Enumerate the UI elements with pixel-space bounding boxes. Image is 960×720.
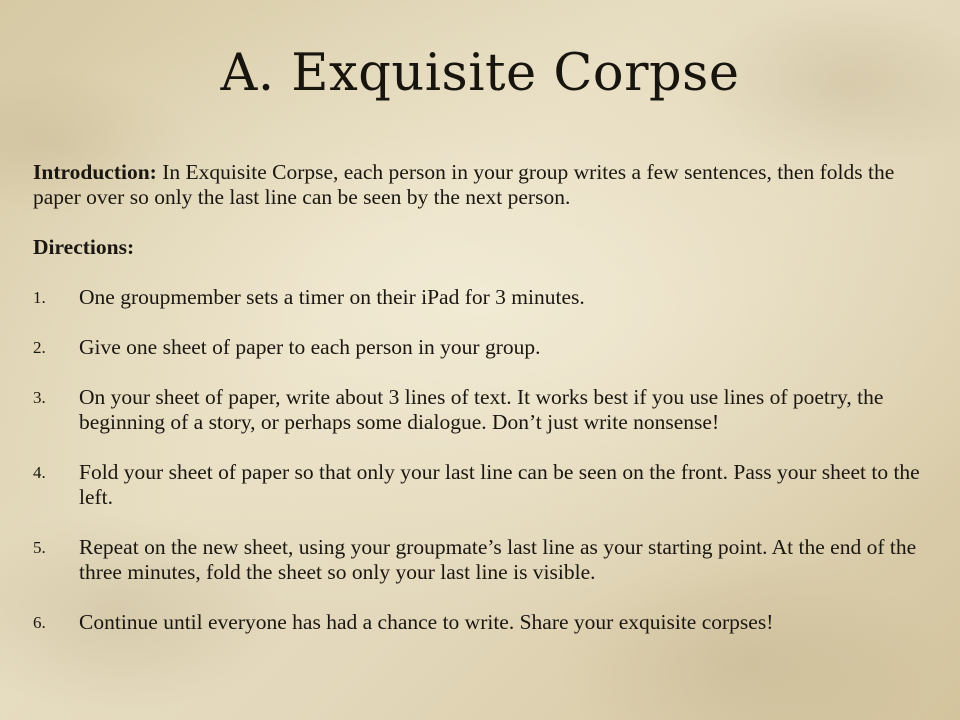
step-text: Give one sheet of paper to each person in your group.	[79, 335, 541, 359]
step-number: 1.	[33, 288, 46, 307]
direction-step-5	[33, 535, 933, 585]
introduction-text: In Exquisite Corpse, each person in your group writes a few sentences, then folds the paper over so only the last line can be seen by the next person.	[33, 160, 895, 209]
direction-step-6	[33, 610, 933, 635]
introduction-paragraph	[33, 160, 933, 210]
slide-title: A. Exquisite Corpse	[220, 44, 740, 103]
directions-list	[33, 285, 933, 635]
step-text: Repeat on the new sheet, using your groupmate’s last line as your starting point. At the end of the three minutes, fold the sheet so only your last line is visible.	[79, 535, 917, 584]
step-text: On your sheet of paper, write about 3 lines of text. It works best if you use lines of poetry, the beginning of a story, or perhaps some dialogue. Don’t just write nonsense!	[79, 385, 884, 434]
step-text: One groupmember sets a timer on their iPad for 3 minutes.	[79, 285, 585, 309]
step-number: 4.	[33, 463, 46, 482]
step-text: Continue until everyone has had a chance to write. Share your exquisite corpses!	[79, 610, 774, 634]
slide-body	[33, 160, 933, 635]
direction-step-1	[33, 285, 933, 310]
step-number: 3.	[33, 388, 46, 407]
step-text: Fold your sheet of paper so that only your last line can be seen on the front. Pass your sheet to the left.	[79, 460, 920, 509]
introduction-label: Introduction:	[33, 160, 157, 184]
direction-step-2	[33, 335, 933, 360]
step-number: 2.	[33, 338, 46, 357]
step-number: 6.	[33, 613, 46, 632]
direction-step-4	[33, 460, 933, 510]
directions-label: Directions:	[33, 235, 135, 259]
direction-step-3	[33, 385, 933, 435]
step-number: 5.	[33, 538, 46, 557]
